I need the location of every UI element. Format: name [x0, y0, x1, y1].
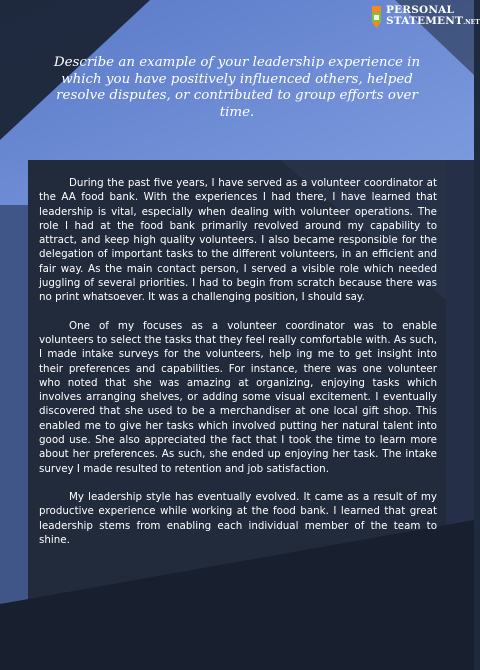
site-logo: [370, 4, 480, 35]
essay-paragraph-2: One of my focuses as a volunteer coordinator was to enable volunteers to select the tasks that they feel really comfortable with. As such, I made intake surveys for the volunteers, help ing me to get insight into their preferences and capabilities. For instance, there was one volunteer who noted that she was amazing at organizing, enjoying tasks which involves arranging shelves, or adding some visual excitement. I eventually discovered that she used to be a merchandiser at one local gift shop. This enabled me to give her tasks which involved putting her natural talent into good use. She also appreciated the fact that I took the time to learn more about her preferences. As such, she ended up enjoying her task. The intake survey I made resulted to retention and job satisfaction.: [39, 319, 437, 475]
logo-line-2-text: STATEMENT: [386, 15, 464, 27]
essay-paragraph-1: During the past five years, I have served as a volunteer coordinator at the AA food bank. With the experiences I had there, I have learned that leadership is vital, especially when dealing with volunteer operations. The role I had at the food bank primarily revolved around my capability to attract, and keep high quality volunteers. I also became responsible for the delegation of important tasks to the different volunteers, in an efficient and fair way. As the main contact person, I served a visible role which needed juggling of several priorities. I had to begin from scratch because there was no print whatsoever. It was a challenging position, I should say.: [39, 177, 437, 304]
pencil-icon: [370, 6, 383, 28]
logo-line-2: [386, 16, 480, 28]
essay-body: [39, 176, 437, 561]
essay-paragraph-3: My leadership style has eventually evolved. It came as a result of my productive experience while working at the food bank. I learned that great leadership stems from enabling each individual member of the team to shine.: [39, 490, 437, 546]
logo-line-1: PERSONAL: [386, 4, 455, 16]
blue-lower-shape: [0, 205, 30, 610]
prompt-heading: Describe an example of your leadership experience in which you have positively influenced others, helped resolve disputes, or contributed to group efforts over time.: [53, 55, 421, 120]
logo-suffix: .NET: [463, 19, 480, 26]
